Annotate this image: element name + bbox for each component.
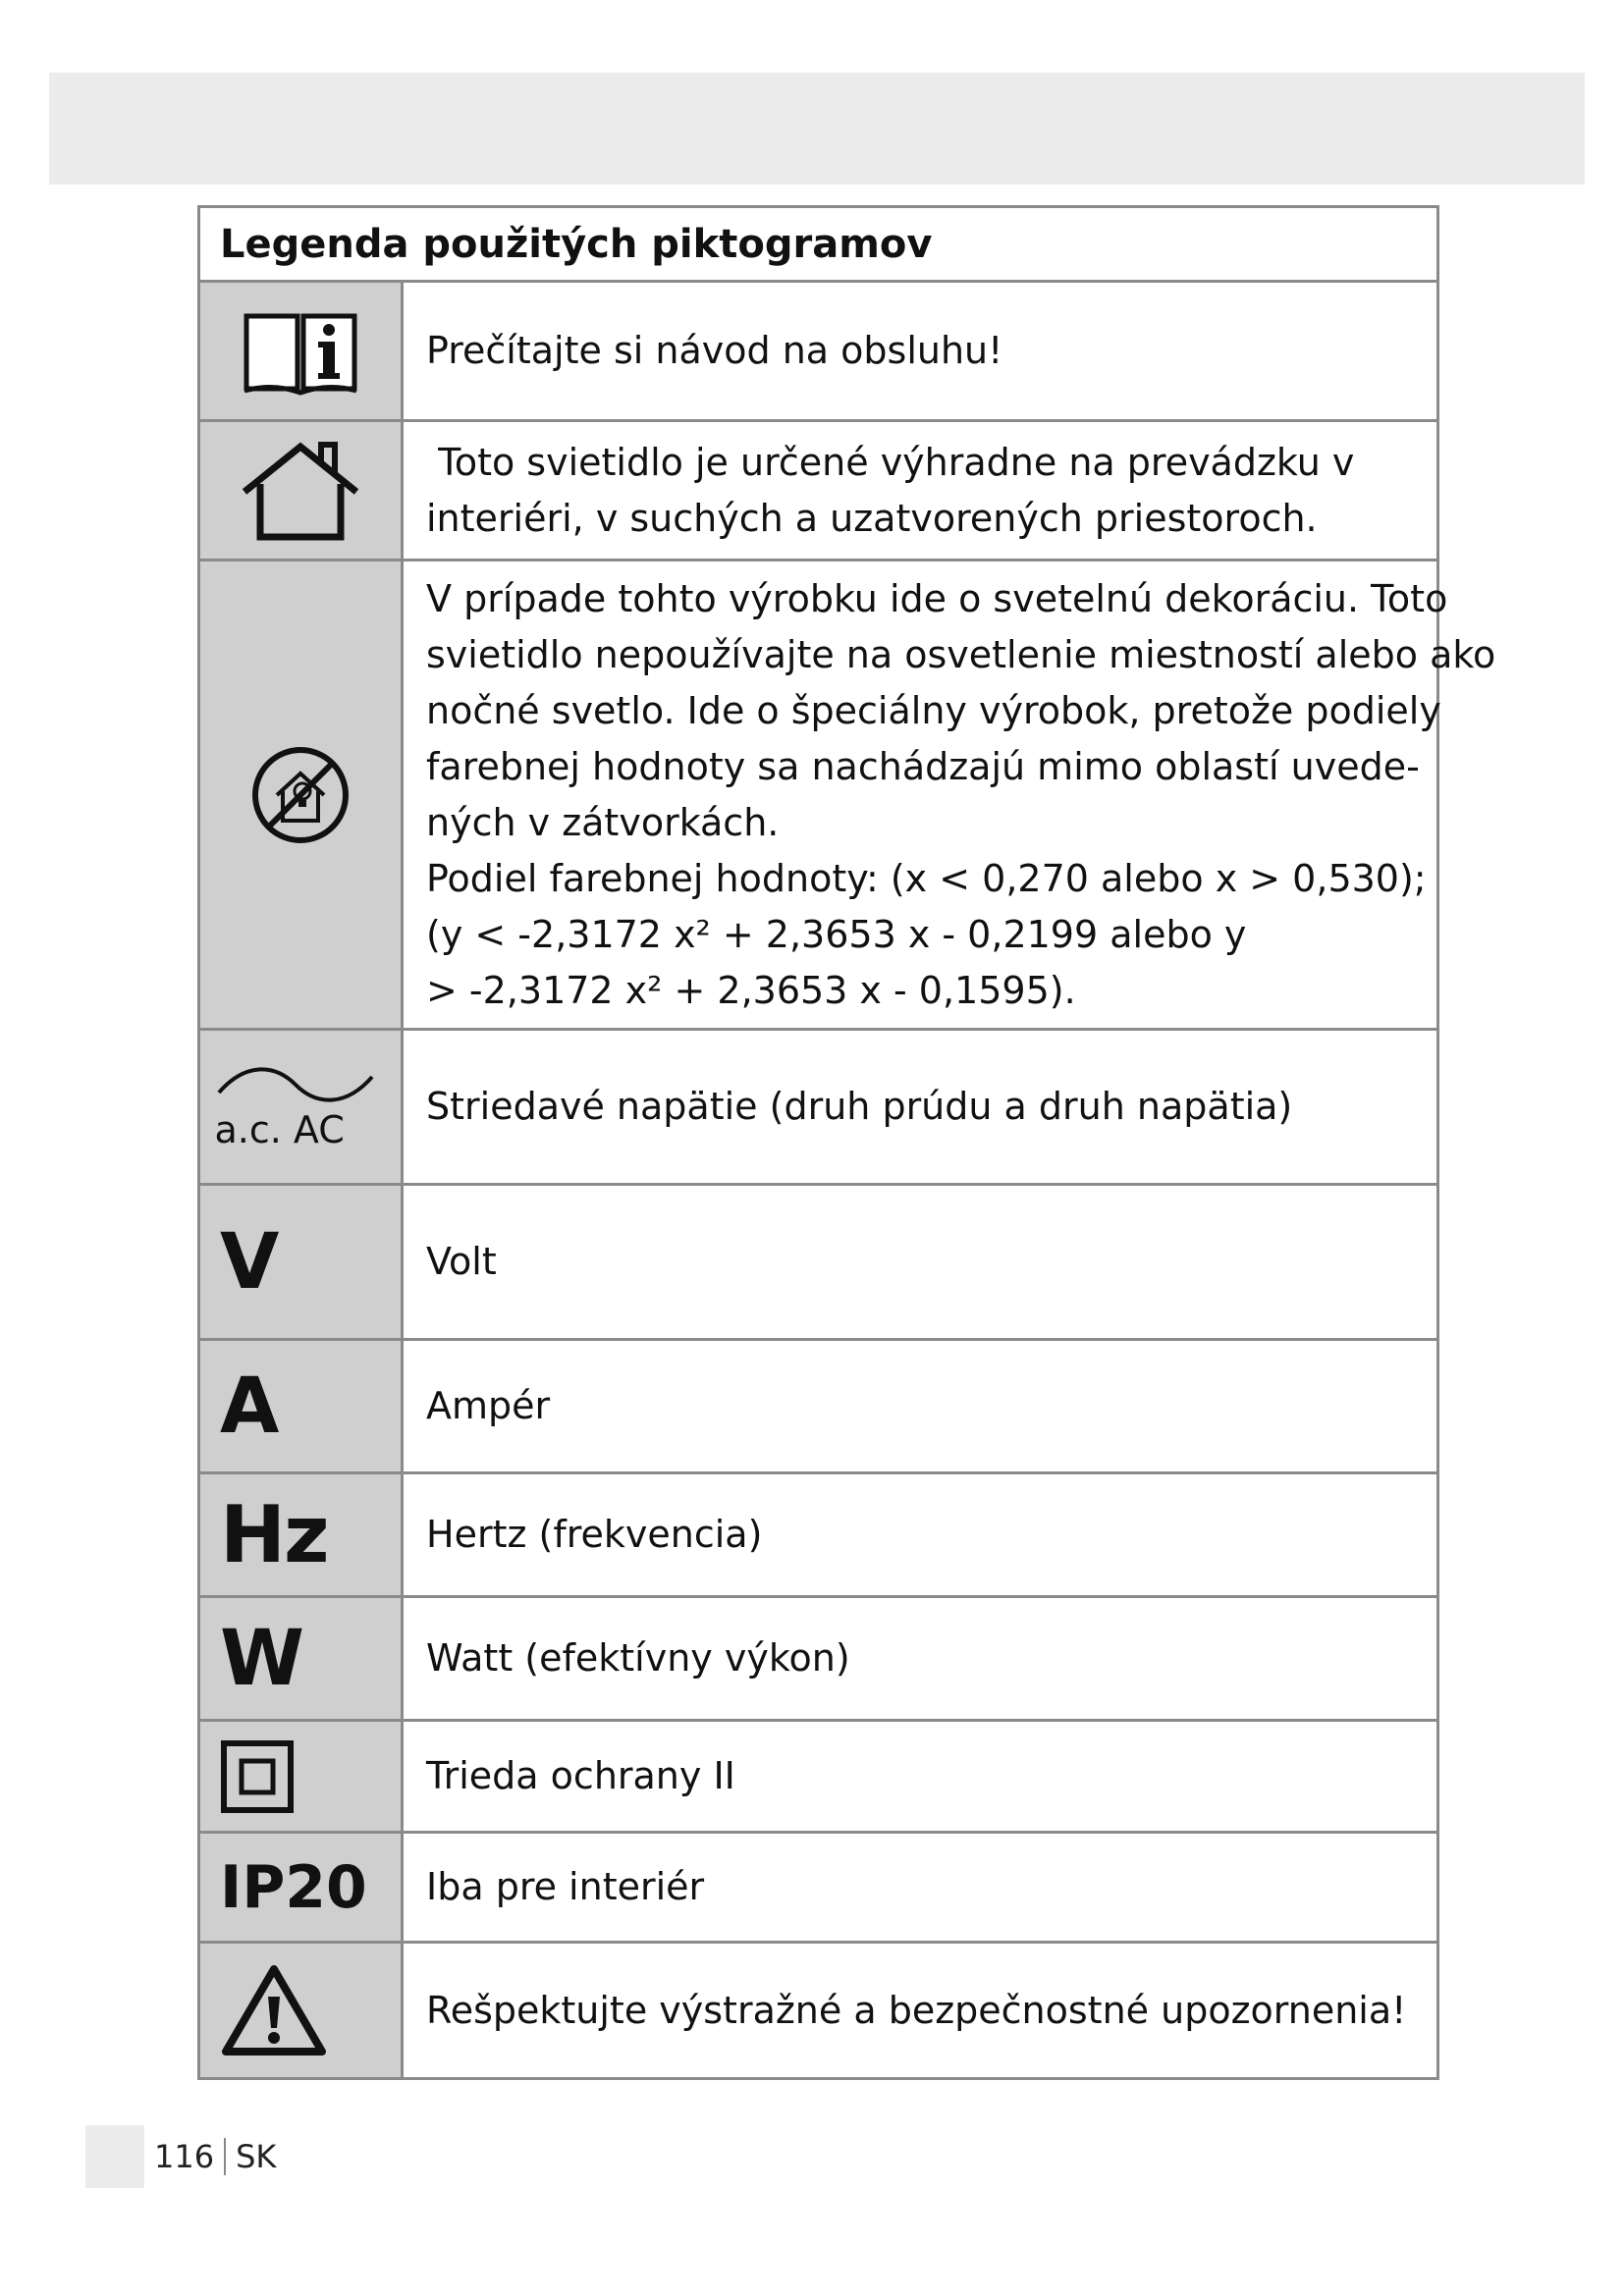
ampere-icon: A [200, 1341, 404, 1471]
page-number: 116 [144, 2138, 226, 2175]
page-footer [85, 2125, 276, 2188]
ip20-icon: IP20 [200, 1834, 404, 1941]
legend-description: Volt [426, 1240, 497, 1283]
sine-wave-icon [215, 1063, 376, 1106]
legend-description: Striedavé napätie (druh prúdu a druh napätia) [426, 1085, 1293, 1128]
legend-description: Ampér [426, 1384, 551, 1427]
warning-triangle-icon [200, 1944, 404, 2077]
legend-row [200, 1186, 1436, 1341]
legend-description: Trieda ochrany II [426, 1754, 735, 1797]
legend-description: Rešpektujte výstražné a bezpečnostné upozornenia! [426, 1988, 1407, 2032]
legend-description: Prečítajte si návod na obsluhu! [426, 329, 1003, 372]
legend-title: Legenda použitých piktogramov [200, 208, 1436, 283]
legend-description: Iba pre interiér [426, 1865, 705, 1908]
manual-info-icon [200, 283, 404, 419]
no-room-lighting-icon [200, 561, 404, 1028]
legend-row [200, 1031, 1436, 1186]
watt-icon: W [200, 1598, 404, 1719]
protection-class-ii-icon [200, 1722, 404, 1831]
footer-marker [85, 2125, 144, 2188]
alternating-current-icon [200, 1031, 404, 1183]
legend-row [200, 1834, 1436, 1944]
legend-row [200, 1722, 1436, 1834]
legend-row [200, 1474, 1436, 1598]
legend-row [200, 1944, 1436, 2077]
house-icon [200, 422, 404, 559]
legend-row [200, 422, 1436, 561]
legend-row [200, 561, 1496, 1031]
legend-description: Watt (efektívny výkon) [426, 1636, 850, 1680]
language-code: SK [236, 2138, 277, 2175]
legend-row [200, 1598, 1436, 1722]
legend-description: Hertz (frekvencia) [426, 1513, 763, 1556]
ac-label: a.c. AC [214, 1107, 345, 1151]
header-band [49, 73, 1585, 185]
pictogram-legend-table [197, 205, 1496, 2080]
legend-row [200, 283, 1436, 422]
legend-row [200, 1341, 1436, 1474]
volt-icon: V [200, 1186, 404, 1338]
legend-description: Toto svietidlo je určené výhradne na prevádzku v interiéri, v suchých a uzatvorených priestoroch. [426, 440, 1355, 540]
hertz-icon: Hz [200, 1474, 404, 1595]
legend-description: V prípade tohto výrobku ide o svetelnú dekoráciu. Toto svietidlo nepoužívajte na osvetlenie miestností alebo ako nočné svetlo. Ide o špeciálny výrobok, pretože podiely farebnej hodnoty sa nachádzajú mimo oblastí uvede- ných v zátvorkách. Podiel farebnej hodnoty: (x < 0,270 alebo x > 0,530); (y < -2,3172 x² + 2,3653 x - 0,2199 alebo y > -2,3172 x² + 2,3653 x - 0,1595). [426, 576, 1496, 1012]
